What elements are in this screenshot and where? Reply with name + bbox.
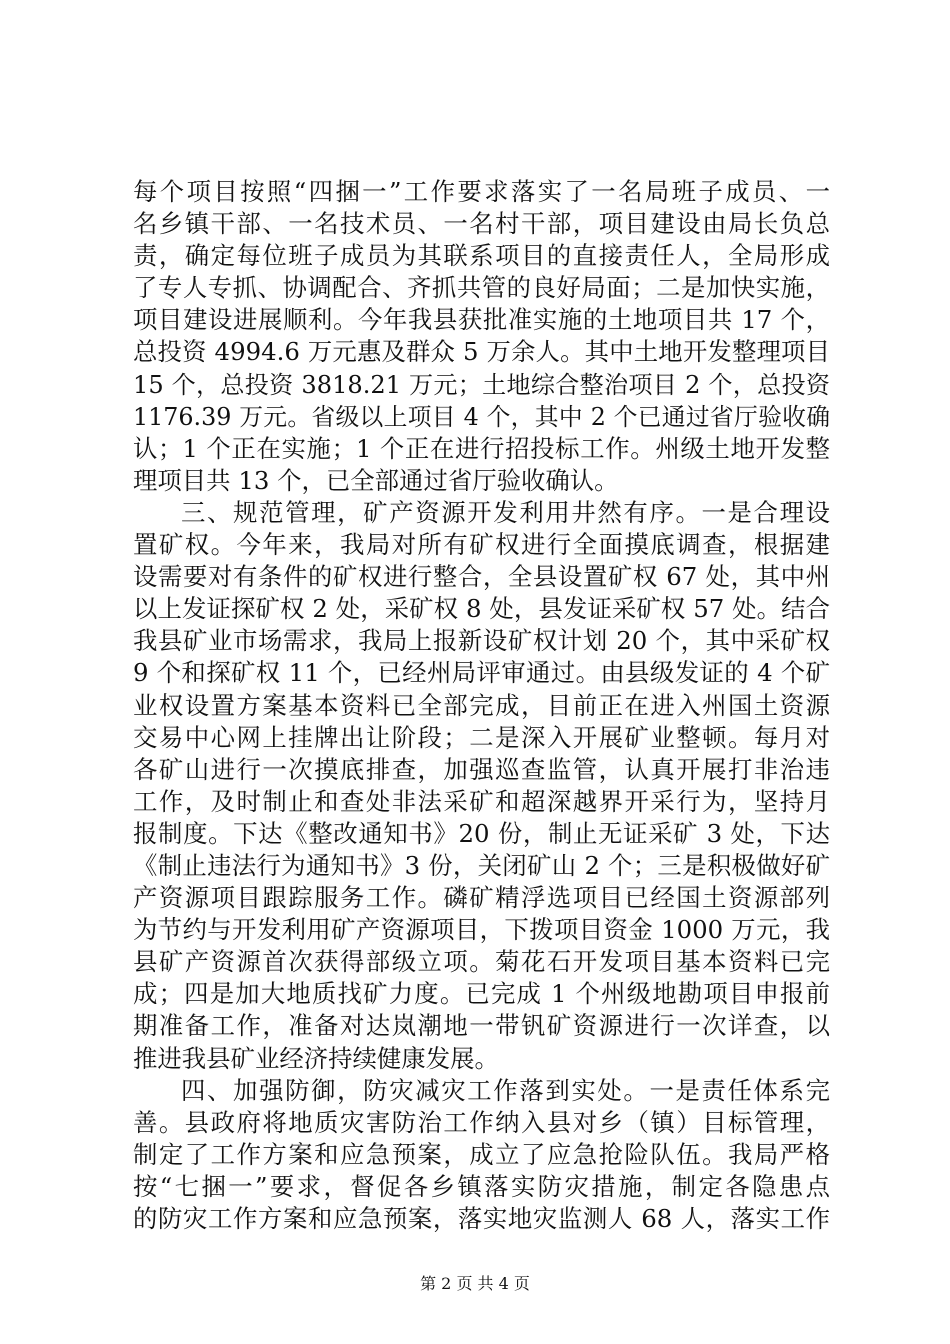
text-line: 责，确定每位班子成员为其联系项目的直接责任人，全局形成 xyxy=(133,241,830,271)
text-line: 按“七捆一”要求，督促各乡镇落实防灾措施，制定各隐患点 xyxy=(133,1171,830,1201)
text-line: 理项目共 13 个，已全部通过省厅验收确认。 xyxy=(133,465,619,495)
text-line: 各矿山进行一次摸底排查，加强巡查监管，认真开展打非治违 xyxy=(133,754,830,784)
text-line: 县矿产资源首次获得部级立项。菊花石开发项目基本资料已完 xyxy=(133,947,830,977)
section-heading-line: 三、规范管理，矿产资源开发利用井然有序。一是合理设 xyxy=(181,497,830,527)
text-line: 交易中心网上挂牌出让阶段；二是深入开展矿业整顿。每月对 xyxy=(133,722,830,752)
document-body xyxy=(133,176,830,1235)
text-line: 产资源项目跟踪服务工作。磷矿精浮选项目已经国土资源部列 xyxy=(133,883,830,913)
text-line: 期准备工作，准备对达岚潮地一带钒矿资源进行一次详查，以 xyxy=(133,1011,830,1041)
text-line: 名乡镇干部、一名技术员、一名村干部，项目建设由局长负总 xyxy=(133,209,830,239)
text-line: 总投资 4994.6 万元惠及群众 5 万余人。其中土地开发整理项目 xyxy=(133,337,830,367)
text-line: 善。县政府将地质灾害防治工作纳入县对乡（镇）目标管理， xyxy=(133,1107,830,1137)
text-line: 15 个，总投资 3818.21 万元；土地综合整治项目 2 个，总投资 xyxy=(133,370,830,399)
text-line: 以上发证探矿权 2 处，采矿权 8 处，县发证采矿权 57 处。结合 xyxy=(133,594,830,624)
text-line: 认；1 个正在实施；1 个正在进行招投标工作。州级土地开发整 xyxy=(133,433,830,463)
text-line: 为节约与开发利用矿产资源项目，下拨项目资金 1000 万元，我 xyxy=(133,915,830,945)
text-line: 的防灾工作方案和应急预案，落实地灾监测人 68 人，落实工作 xyxy=(133,1204,830,1233)
text-line: 每个项目按照“四捆一”工作要求落实了一名局班子成员、一 xyxy=(133,177,830,206)
text-line: 制定了工作方案和应急预案，成立了应急抢险队伍。我局严格 xyxy=(133,1139,830,1169)
text-line: 推进我县矿业经济持续健康发展。 xyxy=(133,1043,499,1073)
text-line: 9 个和探矿权 11 个，已经州局评审通过。由县级发证的 4 个矿 xyxy=(133,658,830,688)
text-line: 了专人专抓、协调配合、齐抓共管的良好局面；二是加快实施， xyxy=(133,273,830,303)
text-line: 《制止违法行为通知书》3 份，关闭矿山 2 个；三是积极做好矿 xyxy=(133,850,830,880)
text-line: 我县矿业市场需求，我局上报新设矿权计划 20 个，其中采矿权 xyxy=(133,626,830,656)
text-line: 工作，及时制止和查处非法采矿和超深越界开采行为，坚持月 xyxy=(133,786,830,816)
text-line: 项目建设进展顺利。今年我县获批准实施的土地项目共 17 个， xyxy=(133,305,830,335)
text-line: 1176.39 万元。省级以上项目 4 个，其中 2 个已通过省厅验收确 xyxy=(133,402,830,431)
text-line: 设需要对有条件的矿权进行整合，全县设置矿权 67 处，其中州 xyxy=(133,562,830,592)
text-line: 报制度。下达《整改通知书》20 份，制止无证采矿 3 处，下达 xyxy=(133,818,830,848)
text-line: 置矿权。今年来，我局对所有矿权进行全面摸底调查，根据建 xyxy=(133,530,830,560)
page-number-footer: 第 2 页 共 4 页 xyxy=(420,1274,530,1293)
section-heading-line: 四、加强防御，防灾减灾工作落到实处。一是责任体系完 xyxy=(181,1075,830,1105)
text-line: 业权设置方案基本资料已全部完成，目前正在进入州国土资源 xyxy=(133,690,830,720)
text-line: 成；四是加大地质找矿力度。已完成 1 个州级地勘项目申报前 xyxy=(133,979,830,1009)
